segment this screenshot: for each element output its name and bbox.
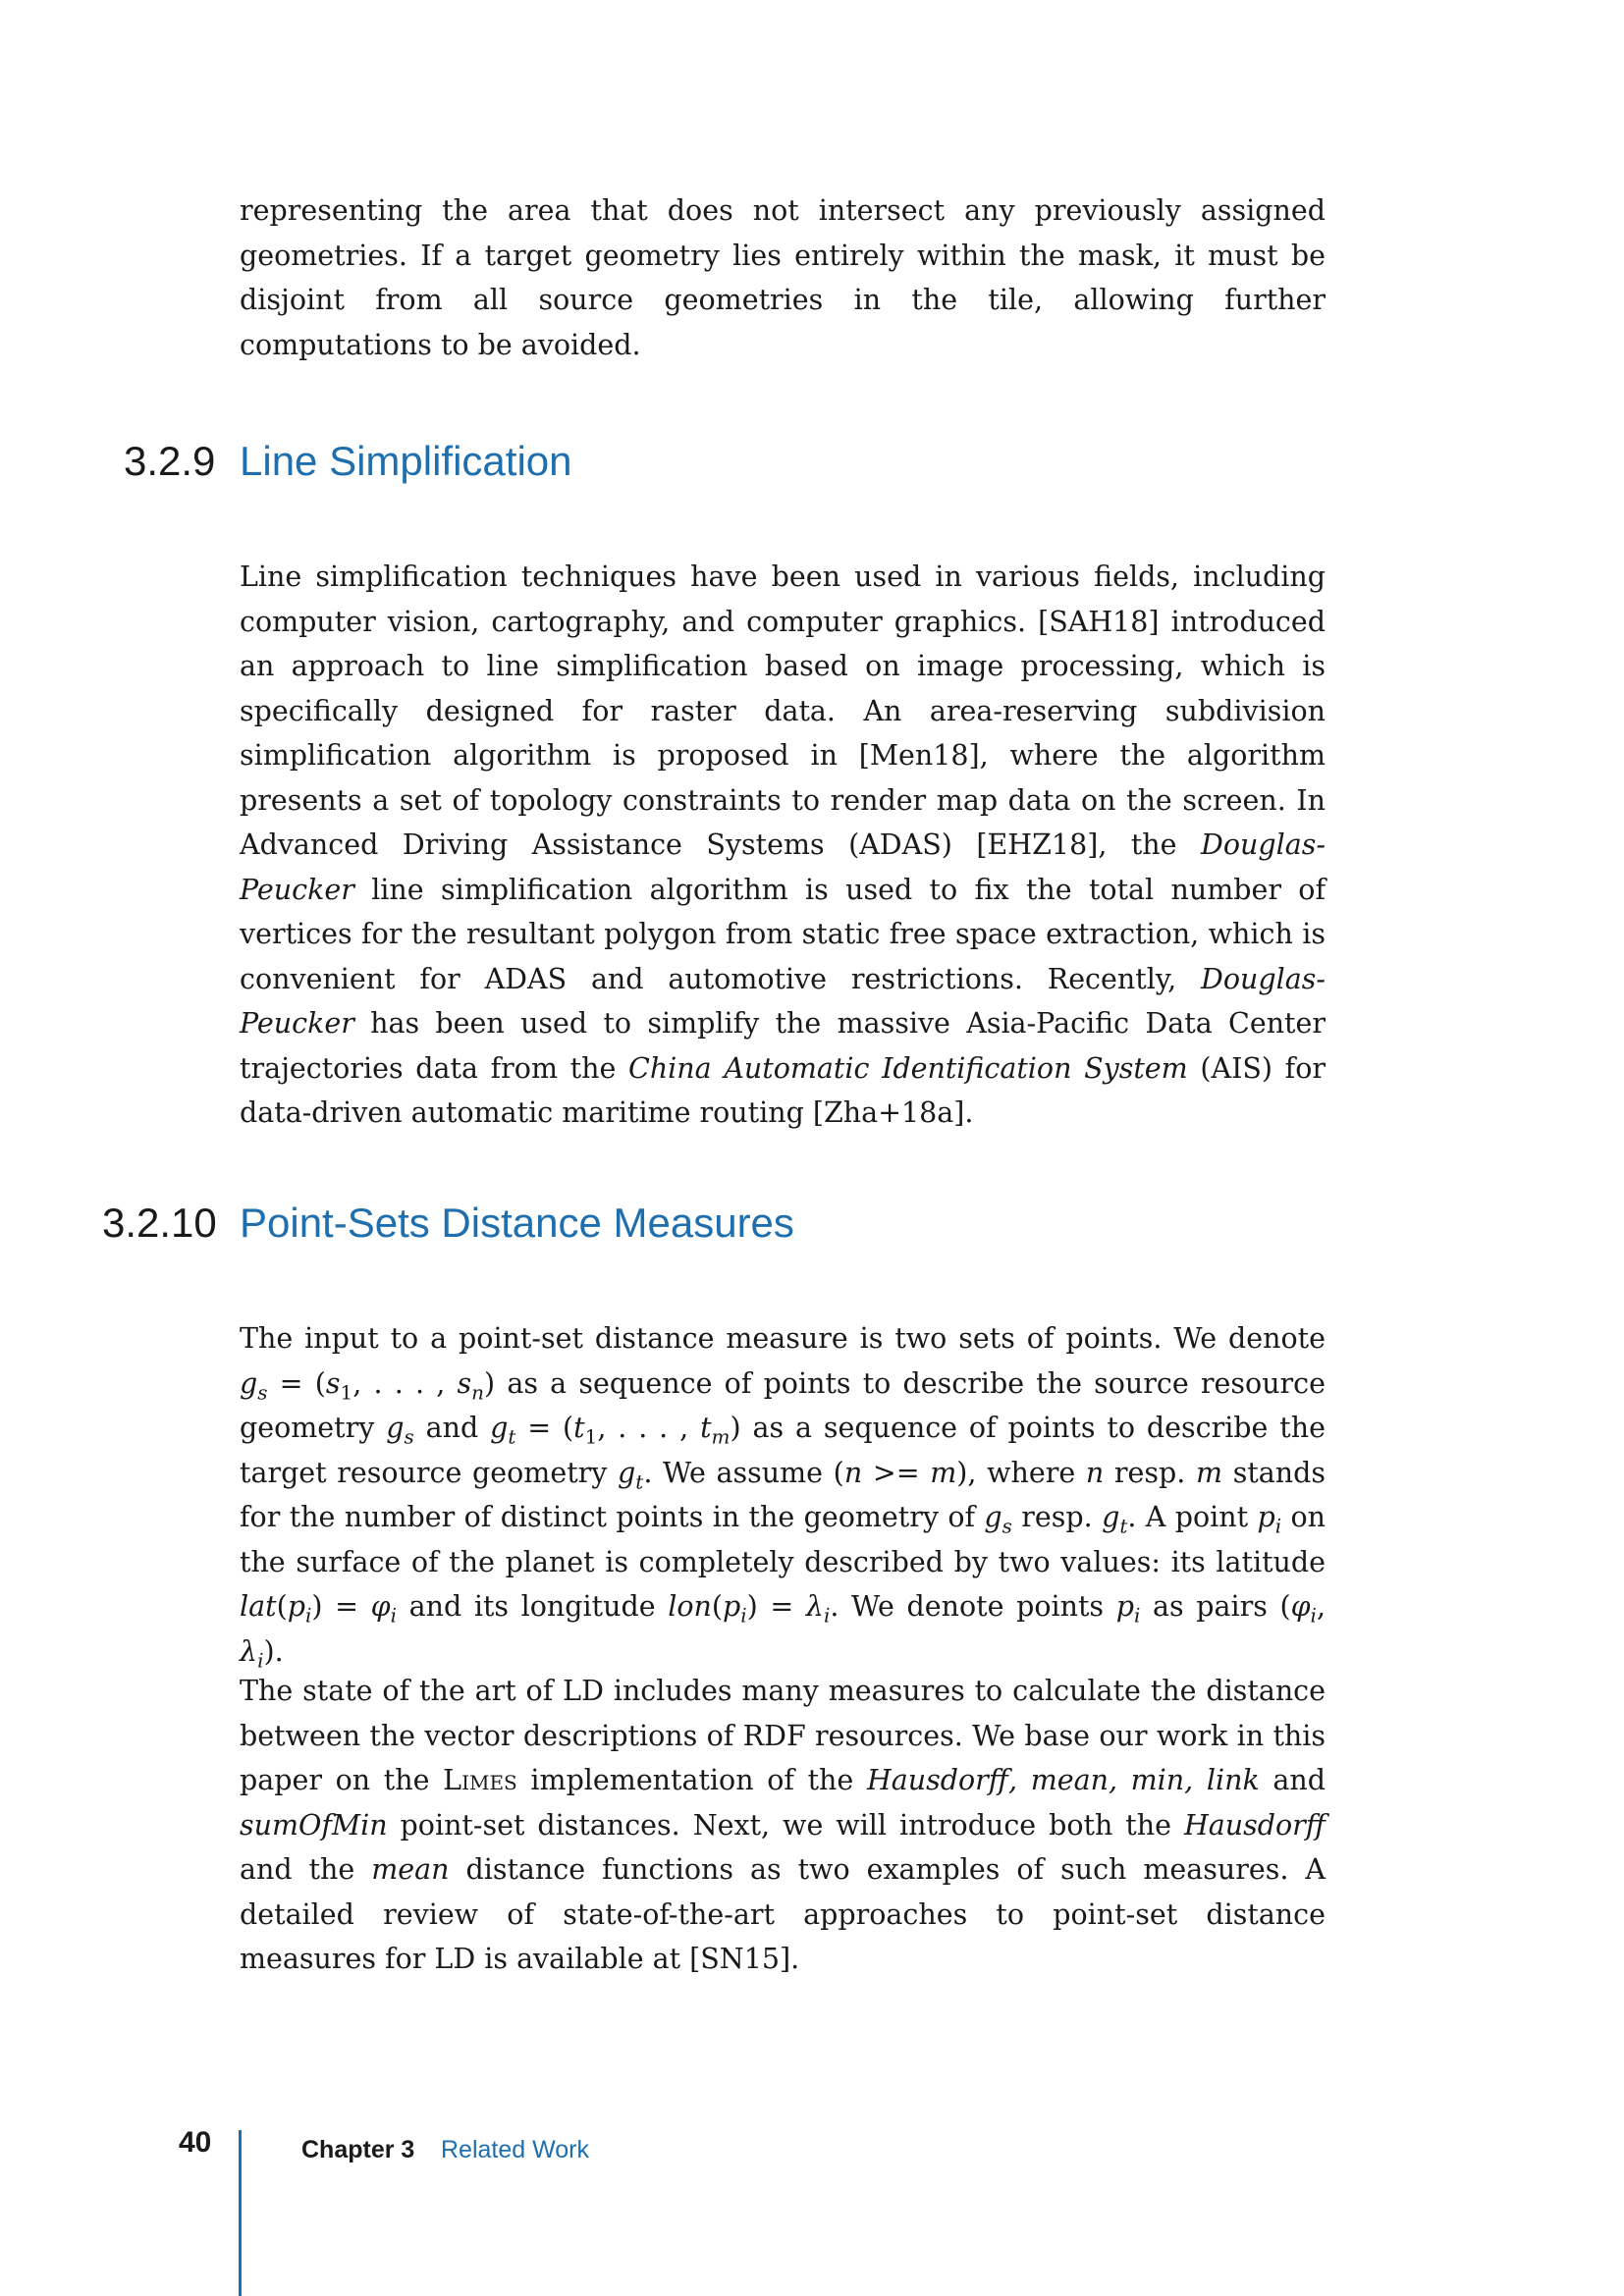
section-number: 3.2.10	[102, 1200, 217, 1246]
intro-paragraph	[240, 188, 1326, 367]
footer-divider	[239, 2130, 242, 2296]
point-sets-paragraph-1	[240, 1316, 1326, 1674]
page-number: 40	[179, 2126, 212, 2159]
paragraph-text: The state of the art of LD includes many measures to calculate the distance between the vector descriptions of RDF resources. We base our work in this paper on the Limes implementation of the Hausdorff, mean, min, link and sumOfMin point-set distances. Next, we will introduce both the Hausdorff and the mean distance functions as two examples of such measures. A detailed review of state-of-the-art approaches to point-set distance measures for LD is available at [SN15].	[240, 1675, 1326, 1975]
footer-chapter-title: Related Work	[441, 2136, 589, 2163]
section-title: Point-Sets Distance Measures	[240, 1200, 794, 1246]
line-simplification-paragraph	[240, 555, 1326, 1136]
paragraph-text: representing the area that does not intersect any previously assigned geometries. If a target geometry lies entirely within the mask, it must be disjoint from all source geometries in the tile, allowing further computations to be avoided.	[240, 194, 1326, 361]
section-heading-3-2-10	[102, 1200, 794, 1247]
paragraph-text: Line simplification techniques have been used in various fields, including computer vision, cartography, and computer graphics. [SAH18] introduced an approach to line simplification based on image processing, which is specifically designed for raster data. An area-reserving subdivision simplification algorithm is proposed in [Men18], where the algorithm presents a set of topology constraints to render map data on the screen. In Advanced Driving Assistance Systems (ADAS) [EHZ18], the Douglas-Peucker line simplification algorithm is used to fix the total number of vertices for the resultant polygon from static free space extraction, which is convenient for ADAS and automotive restrictions. Recently, Douglas-Peucker has been used to simplify the massive Asia-Pacific Data Center trajectories data from the China Automatic Identification System (AIS) for data-driven automatic maritime routing [Zha+18a].	[240, 561, 1326, 1129]
section-title: Line Simplification	[240, 438, 572, 484]
footer-chapter-label: Chapter 3	[301, 2136, 415, 2163]
point-sets-paragraph-2	[240, 1669, 1326, 1982]
paragraph-text: The input to a point-set distance measure is two sets of points. We denote $g_s = (s_1$, . . . , $s_n$) as a sequence of points to describe the source resource geometry $g_s$ and $g_t = (t_1$, . . . , $t_m$) as a sequence of points to describe the target resource geometry $g_t$. We assume (n >= m), where n resp. m stands for the number of distinct points in the geometry of $g_s$ resp. $g_t$. A point $p_i$ on the surface of the planet is completely described by two values: its latitude $lat(p_i) = \varphi_i$ and its longitude $lon(p_i) = \lambda_i$. We denote points $p_i$ as pairs ($\varphi_i$, $\lambda_i$).	[240, 1322, 1326, 1673]
section-heading-3-2-9	[124, 438, 572, 485]
section-number: 3.2.9	[124, 438, 216, 484]
